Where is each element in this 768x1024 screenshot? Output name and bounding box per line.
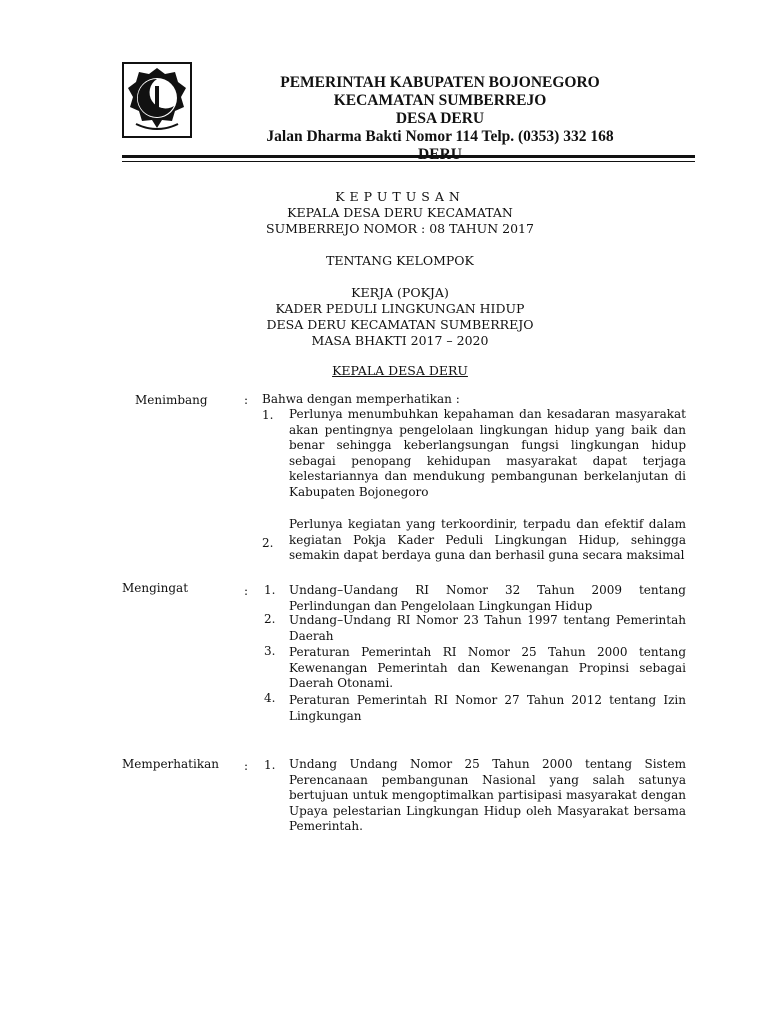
decree-issuer xyxy=(170,205,630,237)
decree-subject xyxy=(170,285,630,349)
memperhatikan-number-1: 1. xyxy=(264,758,276,772)
letterhead xyxy=(200,74,680,164)
mengingat-number-2: 2. xyxy=(264,612,276,626)
mengingat-item-2: Undang–Undang RI Nomor 23 Tahun 1997 tentang Pemerintah Daerah xyxy=(289,613,686,643)
mengingat-label: Mengingat xyxy=(122,581,189,595)
mengingat-item-3: Peraturan Pemerintah RI Nomor 25 Tahun 2000 tentang Kewenangan Pemerintah dan Kewenangan Propinsi sebagai Daerah Otonami. xyxy=(289,645,686,691)
memperhatikan-item-1: Undang Undang Nomor 25 Tahun 2000 tentang Sistem Perencanaan pembangunan Nasional yang salah satunya bertujuan untuk mengoptimalkan partisipasi masyarakat dengan Upaya pelestarian Lingkungan Hidup oleh Masyarakat bersama Pemerintah. xyxy=(289,757,686,834)
decree-heading: KEPUTUSAN xyxy=(335,189,465,204)
letterhead-rule-thin xyxy=(122,161,695,162)
menimbang-number-2: 2. xyxy=(262,536,274,550)
letterhead-address: Jalan Dharma Bakti Nomor 114 Telp. (0353) 332 168 xyxy=(266,128,614,145)
subject-line-kader: KADER PEDULI LINGKUNGAN HIDUP xyxy=(275,301,525,316)
memperhatikan-colon: : xyxy=(244,759,249,773)
letterhead-village: DESA DERU xyxy=(395,110,485,127)
menimbang-item-2: Perlunya kegiatan yang terkoordinir, terpadu dan efektif dalam kegiatan Pokja Kader Peduli Lingkungan Hidup, sehingga semakin dapat berdaya guna dan berhasil guna secara maksimal xyxy=(289,517,686,563)
menimbang-intro: Bahwa dengan memperhatikan : xyxy=(262,392,460,406)
decree-subject-intro: TENTANG KELOMPOK xyxy=(326,253,474,268)
subject-line-pokja: KERJA (POKJA) xyxy=(351,285,449,300)
mengingat-item-4: Peraturan Pemerintah RI Nomor 27 Tahun 2012 tentang Izin Lingkungan xyxy=(289,693,686,723)
mengingat-number-1: 1. xyxy=(264,583,276,597)
mengingat-number-4: 4. xyxy=(264,691,276,705)
mengingat-colon: : xyxy=(244,584,249,598)
letterhead-government: PEMERINTAH KABUPATEN BOJONEGORO xyxy=(280,74,600,91)
mengingat-item-1: Undang–Uandang RI Nomor 32 Tahun 2009 tentang Perlindungan dan Pengelolaan Lingkungan Hidup xyxy=(289,583,686,613)
letterhead-rule-thick xyxy=(122,155,695,158)
menimbang-item-1: Perlunya menumbuhkan kepahaman dan kesadaran masyarakat akan pentingnya pengelolaan lingkungan hidup yang baik dan benar sehingga keberlangsungan fungsi lingkungan hidup sebagai penopang kehidupan masyarakat dapat terjaga kelestariannya dan mendukung pembangunan berkelanjutan di Kabupaten Bojonegoro xyxy=(289,407,686,499)
menimbang-number-1: 1. xyxy=(262,408,274,422)
subject-line-masa: MASA BHAKTI 2017 – 2020 xyxy=(311,333,489,348)
letterhead-district: KECAMATAN SUMBERREJO xyxy=(333,92,547,109)
subject-line-desa: DESA DERU KECAMATAN SUMBERREJO xyxy=(266,317,534,332)
memperhatikan-label: Memperhatikan xyxy=(122,757,219,771)
bojonegoro-emblem-icon xyxy=(122,62,192,138)
issuer-heading xyxy=(170,363,630,379)
decree-issuer-line1: KEPALA DESA DERU KECAMATAN xyxy=(287,205,513,220)
menimbang-colon: : xyxy=(244,393,249,407)
issuer-heading-text: KEPALA DESA DERU xyxy=(332,363,468,378)
mengingat-number-3: 3. xyxy=(264,644,276,658)
decree-number: SUMBERREJO NOMOR : 08 TAHUN 2017 xyxy=(266,221,534,236)
menimbang-label: Menimbang xyxy=(135,393,208,407)
letterhead-city: DERU xyxy=(418,146,462,163)
